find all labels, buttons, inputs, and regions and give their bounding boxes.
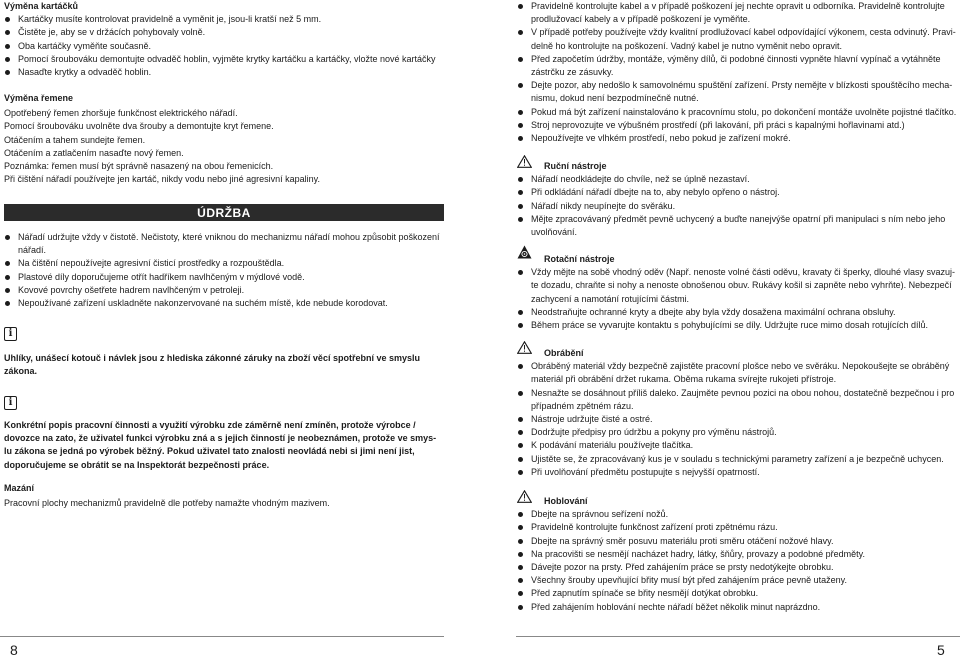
line: nismu, dokud není bezpodmínečně nutné. (531, 93, 699, 104)
section-machining (517, 347, 957, 479)
text-line: Poznámka: řemen musí být správně nasazený na obou řemenicích. (4, 161, 274, 172)
list-item: Kartáčky musíte kontrolovat pravidelně a vyměnit je, jsou-li kratší než 5 mm. (4, 13, 444, 26)
line: Obráběný materiál vždy bezpečně zajistěte pracovní plošce nebo ve svěráku. Nepokoušejte se obráběný (531, 361, 950, 372)
list-item (517, 266, 957, 306)
maintenance-list-section (4, 231, 444, 310)
hand-tools-list (517, 173, 957, 239)
section-title: Hoblování (544, 496, 588, 506)
footer-rule (516, 636, 960, 637)
section-title: Rotační nástroje (544, 254, 615, 264)
section-title: Mazání (4, 483, 35, 493)
section-planing (517, 495, 957, 614)
list-item: Plastové díly doporučujeme otřít hadříkem navlhčeným v mýdlové vodě. (4, 271, 444, 284)
line: V případě potřeby používejte vždy kvalitní prodlužovací kabel odpovídající výkonem, cesta odvinutý. Pravi- (531, 27, 956, 38)
line: delně ho kontrolujte na poškození. Vadný kabel je nutno vyměnit nebo opravit. (531, 40, 843, 51)
line: Uhlíky, unášecí kotouč i návlek jsou z hlediska zákonné záruky na zboží věcí spotřební ve smyslu (4, 353, 420, 363)
list-item: Na pracovišti se nesmějí nacházet hadry, látky, šňůry, provazy a podobné předměty. (517, 548, 957, 561)
text-line: Pomocí šroubováku uvolněte dva šrouby a demontujte kryt řemene. (4, 121, 274, 132)
line: případném zpětném rázu. (531, 400, 634, 411)
list-item: Nepoužívané zařízení uskladněte nakonzervované na suchém místě, kde nebude korodovat. (4, 297, 444, 310)
maintenance-banner (4, 204, 444, 221)
info-icon: i (4, 327, 17, 341)
list-item: Pomocí šroubováku demontujte odvaděč hoblin, vyjměte krytky kartáčku a kartáčky, vložte nové kartáčky (4, 53, 444, 66)
text-line: Otáčením a tahem sundejte řemen. (4, 134, 146, 145)
list-item: Nástroje udržujte čisté a ostré. (517, 413, 957, 426)
line: Před započetím údržby, montáže, výměny dílů, či podobné činnosti vypněte hlavní vypínač a vytáhněte (531, 53, 941, 64)
text-line: Pracovní plochy mechanizmů pravidelně dle potřeby namažte vhodným mazivem. (4, 498, 330, 509)
section-title: Ruční nástroje (544, 161, 607, 171)
line: nářadí. (18, 245, 47, 256)
list-item: Ujistěte se, že zpracovávaný kus je v souladu s technickými parametry zařízení a je bezpečně uchycen. (517, 453, 957, 466)
section-hand-tools (517, 160, 957, 239)
list-item: Pokud má být zařízení nainstalováno k pracovnímu stolu, po dokončení montáže uvolněte pojistné tlačítko. (517, 106, 957, 119)
safety-list (517, 0, 957, 145)
info-note-usage (4, 419, 444, 472)
line: Mějte zpracovávaný předmět pevně uchycený a buďte nanejvýše opatrní při manipulaci s ním nebo jeho (531, 213, 946, 224)
section-belt-replacement (4, 92, 444, 186)
text-line: Opotřebený řemen zhoršuje funkčnost elektrického nářadí. (4, 108, 238, 119)
line: Pravidelně kontrolujte kabel a v případě poškození jej nechte opravit u odborníka. Pravidelně kontrolujte (531, 1, 945, 11)
line: dovozce na zato, že uživatel funkci výrobku zná a s jejich činností je neobeznámen, protože ve smys- (4, 433, 437, 444)
list-item: Všechny šrouby upevňující břity musí být před zahájením práce pevně utaženy. (517, 574, 957, 587)
list-item: Dbejte na správnou seřízení nožů. (517, 508, 957, 521)
line: zákona. (4, 366, 38, 377)
list-item (4, 231, 444, 257)
line: te dozadu, chraňte si nohy a nenoste obnošenou obuv. Rukávy košil si zapněte nebo vyhrňte). Nebezpečí (531, 280, 952, 291)
list-item: Nářadí nikdy neupínejte do svěráku. (517, 200, 957, 213)
list-item: Čistěte je, aby se v držácích pohybovaly volně. (4, 26, 444, 39)
list-item: Oba kartáčky vyměňte současně. (4, 40, 444, 53)
list-item: Pravidelně kontrolujte funkčnost zařízení proti zpětnému rázu. (517, 521, 957, 534)
info-note-warranty (4, 352, 444, 378)
list-item (517, 360, 957, 386)
line: materiál při obrábění držet rukama. Oběma rukama svírejte rukojeti přístroje. (531, 374, 837, 385)
section-general-safety (517, 0, 957, 145)
list-item: Stroj neprovozujte ve výbušném prostředí (při lakování, při práci s kapalnými hořlavinami atd.) (517, 119, 957, 132)
line: lu zákona se jedná po výrobek běžný. Pokud uživatel tato znalosti neovládá nebi si jimi není jist, (4, 446, 415, 457)
line: Nářadí udržujte vždy v čistotě. Nečistoty, které vniknou do mechanizmu nářadí mohou způsobit poškození (18, 232, 440, 242)
line: Vždy mějte na sobě vhodný oděv (Např. nenoste volné části oděvu, kravaty či šperky, dlouhé vlasy svazuj- (531, 267, 956, 278)
list-item: Před zapnutím spínače se břity nesmějí dotýkat obrobku. (517, 587, 957, 600)
maintenance-list (4, 231, 444, 310)
section-lubrication (4, 482, 444, 510)
line: doporučujeme se obrátit se na Inspektorát bezpečnosti práce. (4, 459, 270, 470)
list-item (517, 26, 957, 52)
line: prodlužovací kabely a v případě poškození je vyměňte. (531, 14, 751, 25)
line: Dejte pozor, aby nedošlo k samovolnému spuštění zařízení. Prsty nemějte v blízkosti spouštěcího mecha- (531, 80, 953, 91)
section-rotary-tools (517, 253, 957, 332)
list-item: Nasaďte krytky a odvaděč hoblin. (4, 66, 444, 79)
list-item (517, 213, 957, 239)
list-item (517, 79, 957, 105)
banner-title: ÚDRŽBA (197, 206, 251, 220)
list-item: Při uvolňování předmětu postupujte s nejvyšší opatrností. (517, 466, 957, 479)
list-item: Nářadí neodkládejte do chvíle, než se úplně nezastaví. (517, 173, 957, 186)
list-item: Kovové povrchy ošetřete hadrem navlhčeným v petroleji. (4, 284, 444, 297)
list-item: Během práce se vyvarujte kontaktu s pohybujícími se díly. Udržujte ruce mimo dosah rotujících dílů. (517, 319, 957, 332)
brush-list (4, 13, 444, 79)
list-item: Při odkládání nářadí dbejte na to, aby nebylo opřeno o nástroj. (517, 186, 957, 199)
rotary-tools-list (517, 266, 957, 332)
page-number: 5 (937, 642, 945, 658)
list-item (517, 0, 957, 26)
list-item: Nepoužívejte ve vlhkém prostředí, nebo pokud je zařízení mokré. (517, 132, 957, 145)
info-icon: i (4, 396, 17, 410)
list-item (517, 53, 957, 79)
list-item: Před zahájením hoblování nechte nářadí běžet několik minut naprázdno. (517, 601, 957, 614)
list-item: K podávání materiálu používejte tlačítka. (517, 439, 957, 452)
list-item (517, 387, 957, 413)
section-brush-replacement (4, 0, 444, 79)
line: Nesnažte se dosáhnout příliš daleko. Zaujměte pevnou pozici na obou nohou, dostatečně bezpečnou i pro (531, 387, 955, 398)
line: uvolňování. (531, 227, 578, 238)
planing-list (517, 508, 957, 614)
list-item: Dávejte pozor na prsty. Před zahájením práce se prsty nedotýkejte obrobku. (517, 561, 957, 574)
line: zástrčku ze zásuvky. (531, 67, 614, 78)
section-title: Výměna řemene (4, 93, 74, 103)
line: zachycení a namotání rotujícími částmi. (531, 293, 690, 304)
section-title: Obrábění (544, 348, 584, 358)
footer-rule (0, 636, 444, 637)
line: Konkrétní popis pracovní činnosti a využití výrobku zde záměrně není zmíněn, protože výrobce / (4, 420, 416, 430)
text-line: Při čištění nářadí používejte jen kartáč, nikdy vodu nebo jiné agresivní kapaliny. (4, 174, 321, 185)
list-item: Dodržujte předpisy pro údržbu a pokyny pro výměnu nástrojů. (517, 426, 957, 439)
section-title: Výměna kartáčků (4, 1, 79, 11)
list-item: Na čištění nepoužívejte agresivní čisticí prostředky a rozpouštědla. (4, 257, 444, 270)
text-line: Otáčením a zatlačením nasaďte nový řemen. (4, 147, 184, 158)
page-number: 8 (10, 642, 18, 658)
machining-list (517, 360, 957, 479)
list-item: Neodstraňujte ochranné kryty a dbejte aby byla vždy dosažena maximální ochrana obsluhy. (517, 306, 957, 319)
list-item: Dbejte na správný směr posuvu materiálu proti směru otáčení nožové hlavy. (517, 535, 957, 548)
